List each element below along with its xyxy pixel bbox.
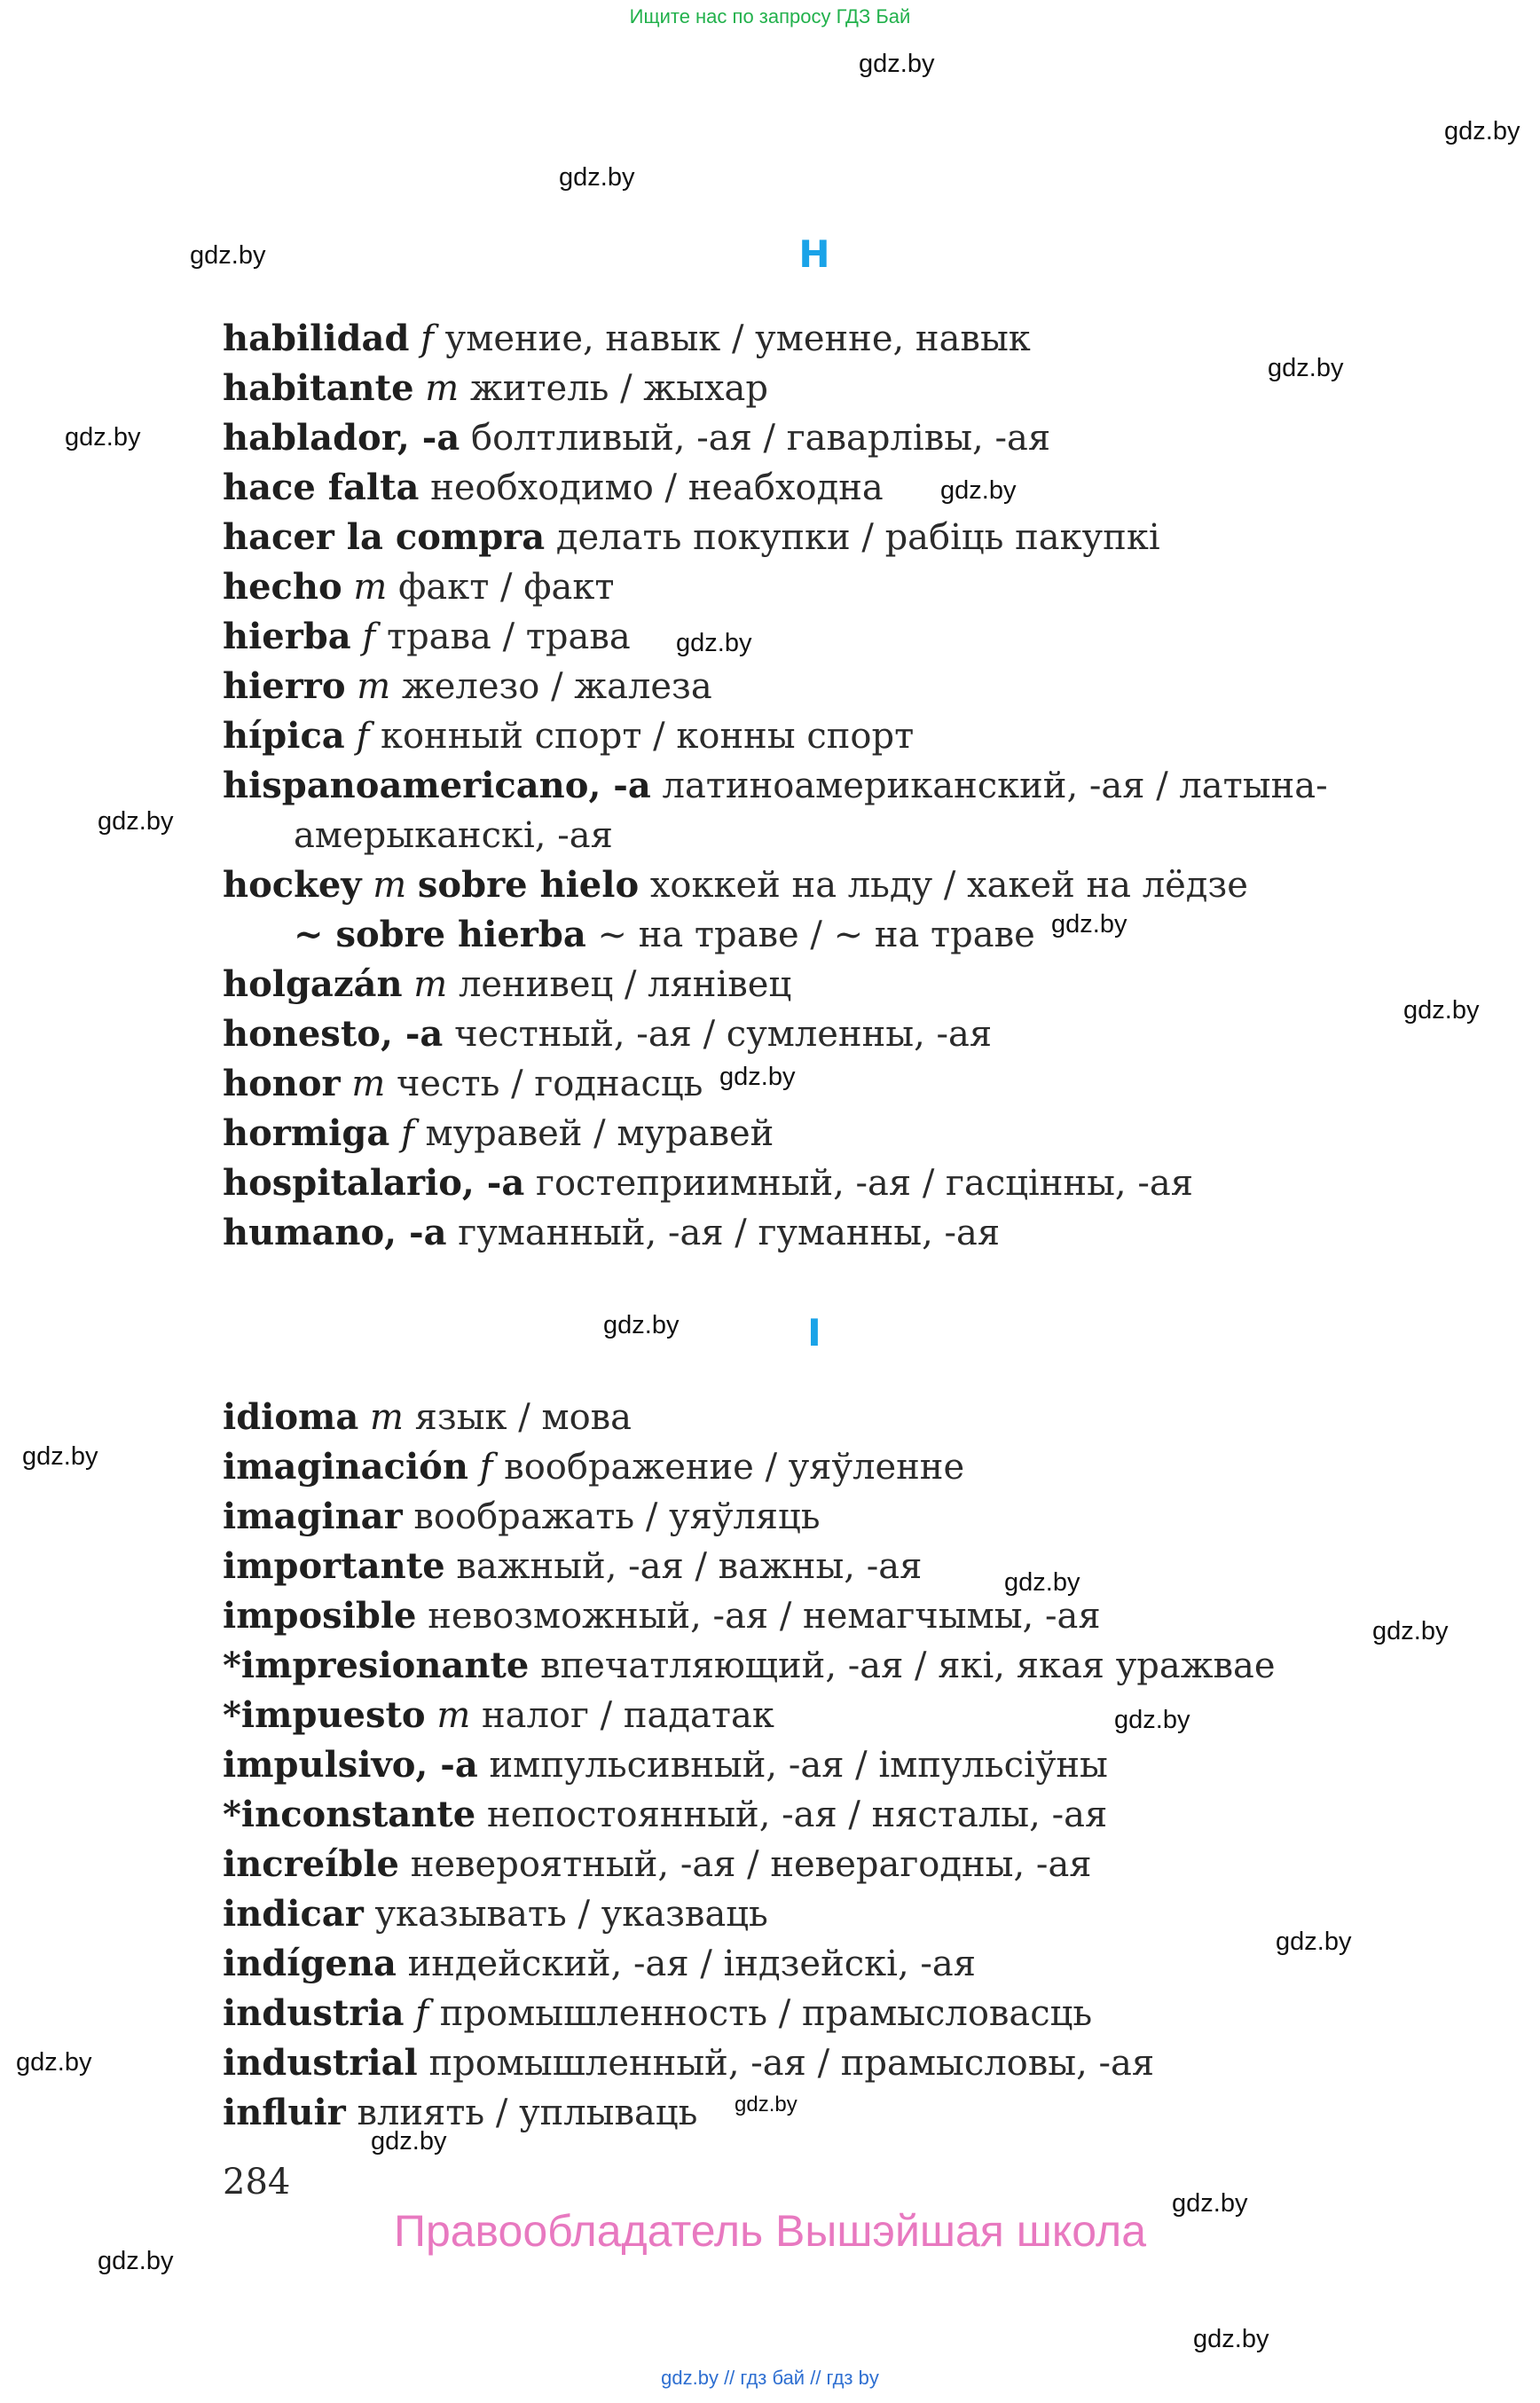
entry-headword: hecho — [223, 566, 342, 608]
entry-translation: невозможный, -ая / немагчымы, -ая — [428, 1596, 1101, 1637]
entry-grammar: m — [413, 964, 448, 1005]
entry-headword: imposible — [223, 1595, 417, 1637]
dictionary-entry — [223, 1109, 1328, 1158]
entry-translation: конный спорт / конны спорт — [380, 716, 915, 757]
copyright-notice: Правообладатель Вышэйшая школа — [394, 2206, 1146, 2256]
entry-translation: ленивец / лянівец — [458, 964, 792, 1005]
dictionary-entry — [223, 1591, 1276, 1641]
dictionary-entry — [223, 860, 1328, 960]
dictionary-entry — [223, 1492, 1276, 1542]
dictionary-entry — [223, 612, 1328, 662]
entry-translation: честь / годнасць — [396, 1064, 703, 1104]
entry-grammar: f — [362, 616, 376, 657]
entry-headword: increíble — [223, 1843, 399, 1885]
entry-grammar: f — [400, 1113, 414, 1154]
entry-translation: важный, -ая / важны, -ая — [456, 1546, 923, 1587]
entry-headword: importante — [223, 1545, 445, 1587]
entry-headword: industrial — [223, 2042, 418, 2084]
dictionary-entry — [223, 1158, 1328, 1208]
entry-headword: hockey — [223, 864, 362, 906]
entry-translation: трава / трава — [386, 616, 631, 657]
entry-translation: латиноамериканский, -ая / латына- — [662, 766, 1328, 806]
dictionary-entry — [223, 1442, 1276, 1492]
watermark: gdz.by — [735, 2093, 798, 2116]
entry-grammar: f — [415, 1993, 429, 2034]
entry-headword: hormiga — [223, 1112, 390, 1154]
entry-translation: промышленность / прамысловасць — [439, 1993, 1093, 2034]
entry-translation: впечатляющий, -ая / які, якая уражвае — [540, 1645, 1276, 1686]
entry-headword: hablador, -a — [223, 417, 460, 459]
watermark: gdz.by — [16, 2048, 92, 2077]
entry-translation: хоккей на льду / хакей на лёдзе — [649, 865, 1248, 906]
entry-headword: hospitalario, -a — [223, 1162, 525, 1204]
entry-translation: невероятный, -ая / неверагодны, -ая — [410, 1844, 1092, 1885]
dictionary-entry — [223, 1889, 1276, 1939]
watermark: gdz.by — [22, 1442, 98, 1471]
dictionary-entry — [223, 960, 1328, 1009]
dictionary-entry — [223, 1059, 1328, 1109]
entry-headword: hierro — [223, 665, 346, 707]
watermark: gdz.by — [1193, 2325, 1269, 2353]
entry-translation: промышленный, -ая / прамысловы, -ая — [428, 2043, 1155, 2084]
watermark: gdz.by — [1403, 996, 1480, 1025]
dictionary-entry — [223, 1542, 1276, 1591]
dictionary-entry — [223, 413, 1328, 463]
entry-headword: habilidad — [223, 318, 410, 359]
dictionary-entry — [223, 1840, 1276, 1889]
entry-translation: железо / жалеза — [401, 666, 712, 707]
dictionary-entry — [223, 364, 1328, 413]
dictionary-entry — [223, 1790, 1276, 1840]
entry-headword: habitante — [223, 367, 414, 409]
top-banner[interactable]: Ищите нас по запросу ГДЗ Бай — [629, 5, 911, 27]
entry-grammar: m — [373, 865, 407, 906]
entry-translation: делать покупки / рабіць пакупкі — [555, 517, 1160, 558]
dictionary-entry — [223, 2038, 1276, 2088]
entry-headword: honesto, -a — [223, 1013, 444, 1055]
watermark: gdz.by — [1444, 117, 1520, 145]
section-letter-h: H — [798, 232, 830, 276]
watermark: gdz.by — [1172, 2189, 1248, 2218]
watermark: gdz.by — [719, 1063, 796, 1091]
entry-headword: humano, -a — [223, 1212, 447, 1253]
entry-headword: holgazán — [223, 963, 403, 1005]
subentry-translation: ~ на траве / ~ на траве — [597, 915, 1035, 955]
watermark: gdz.by — [98, 807, 174, 836]
entry-headword: *inconstante — [223, 1794, 476, 1835]
entry-translation: факт / факт — [398, 567, 615, 608]
entry-continuation: амерыканскі, -ая — [294, 815, 613, 856]
entry-headword: hispanoamericano, -a — [223, 765, 651, 806]
entry-headword-extra: sobre hielo — [417, 864, 640, 906]
entry-grammar: m — [353, 567, 388, 608]
dictionary-entry — [223, 1691, 1276, 1740]
watermark: gdz.by — [940, 476, 1017, 505]
entry-translation: честный, -ая / сумленны, -ая — [454, 1014, 993, 1055]
entry-headword: hacer la compra — [223, 516, 546, 558]
page-number: 284 — [223, 2162, 291, 2203]
watermark: gdz.by — [676, 629, 752, 657]
watermark: gdz.by — [371, 2127, 447, 2156]
entry-translation: влиять / уплываць — [357, 2093, 698, 2133]
dictionary-entry — [223, 562, 1328, 612]
entry-translation: индейский, -ая / індзейскі, -ая — [407, 1944, 976, 1984]
entry-subentry — [223, 910, 1328, 960]
dictionary-entry — [223, 2088, 1276, 2138]
entry-translation: воображать / уяўляць — [413, 1496, 821, 1537]
entry-translation: импульсивный, -ая / імпульсіўны — [489, 1745, 1108, 1786]
watermark: gdz.by — [1268, 354, 1344, 382]
entry-headword: hace falta — [223, 467, 420, 508]
dictionary-entry — [223, 1393, 1276, 1442]
entry-headword: indígena — [223, 1943, 397, 1984]
entry-translation: язык / мова — [414, 1397, 632, 1438]
dictionary-entry — [223, 711, 1328, 761]
watermark: gdz.by — [603, 1311, 680, 1339]
entry-translation: болтливый, -ая / гаварлівы, -ая — [470, 418, 1051, 459]
entry-headword: honor — [223, 1063, 341, 1104]
entry-grammar: m — [357, 666, 391, 707]
entry-headword: imaginar — [223, 1496, 403, 1537]
dictionary-entry — [223, 1009, 1328, 1059]
entry-headword: indicar — [223, 1893, 364, 1935]
watermark: gdz.by — [859, 50, 935, 78]
watermark: gdz.by — [65, 423, 141, 452]
entry-translation: необходимо / неабходна — [430, 467, 884, 508]
entry-headword: hípica — [223, 715, 345, 757]
entry-translation: гостеприимный, -ая / гасцінны, -ая — [536, 1163, 1193, 1204]
dictionary-entry — [223, 463, 1328, 513]
entry-list-h — [223, 314, 1328, 1258]
dictionary-entry — [223, 513, 1328, 562]
watermark: gdz.by — [190, 241, 266, 270]
entry-translation: указывать / указваць — [374, 1894, 768, 1935]
entry-translation: налог / падатак — [482, 1695, 774, 1736]
watermark: gdz.by — [559, 163, 635, 192]
entry-grammar: m — [425, 368, 460, 409]
entry-headword: idioma — [223, 1396, 359, 1438]
dictionary-entry — [223, 1939, 1276, 1989]
watermark: gdz.by — [98, 2247, 174, 2275]
entry-translation: житель / жыхар — [469, 368, 768, 409]
entry-headword: influir — [223, 2092, 346, 2133]
entry-translation: гуманный, -ая / гуманны, -ая — [458, 1213, 1001, 1253]
entry-translation: муравей / муравей — [425, 1113, 774, 1154]
subentry-headword: ~ sobre hierba — [294, 914, 586, 955]
entry-headword: *impuesto — [223, 1694, 426, 1736]
entry-translation: воображение / уяўленне — [504, 1447, 965, 1488]
entry-headword: impulsivo, -a — [223, 1744, 478, 1786]
dictionary-entry — [223, 1641, 1276, 1691]
dictionary-entry — [223, 1740, 1276, 1790]
entry-grammar: m — [370, 1397, 404, 1438]
watermark: gdz.by — [1372, 1617, 1449, 1645]
watermark: gdz.by — [1051, 910, 1128, 938]
entry-headword: industria — [223, 1992, 405, 2034]
entry-grammar: m — [436, 1695, 471, 1736]
entry-translation: непостоянный, -ая / нясталы, -ая — [486, 1794, 1108, 1835]
entry-translation: умение, навык / уменне, навык — [444, 318, 1031, 359]
watermark: gdz.by — [1114, 1706, 1190, 1734]
dictionary-entry — [223, 662, 1328, 711]
entry-grammar: f — [479, 1447, 493, 1488]
dictionary-entry — [223, 1989, 1276, 2038]
watermark: gdz.by — [1276, 1928, 1352, 1956]
footer-links[interactable]: gdz.by // гдз бай // гдз by — [661, 2367, 879, 2389]
watermark: gdz.by — [1004, 1568, 1080, 1597]
entry-grammar: f — [420, 318, 434, 359]
section-letter-i: I — [807, 1311, 821, 1355]
dictionary-entry — [223, 1208, 1328, 1258]
dictionary-entry — [223, 761, 1328, 860]
entry-headword: hierba — [223, 616, 351, 657]
entry-list-i — [223, 1393, 1276, 2138]
entry-headword: imaginación — [223, 1446, 468, 1488]
entry-grammar: f — [356, 716, 370, 757]
entry-grammar: m — [351, 1064, 386, 1104]
entry-headword: *impresionante — [223, 1645, 530, 1686]
dictionary-entry — [223, 314, 1328, 364]
